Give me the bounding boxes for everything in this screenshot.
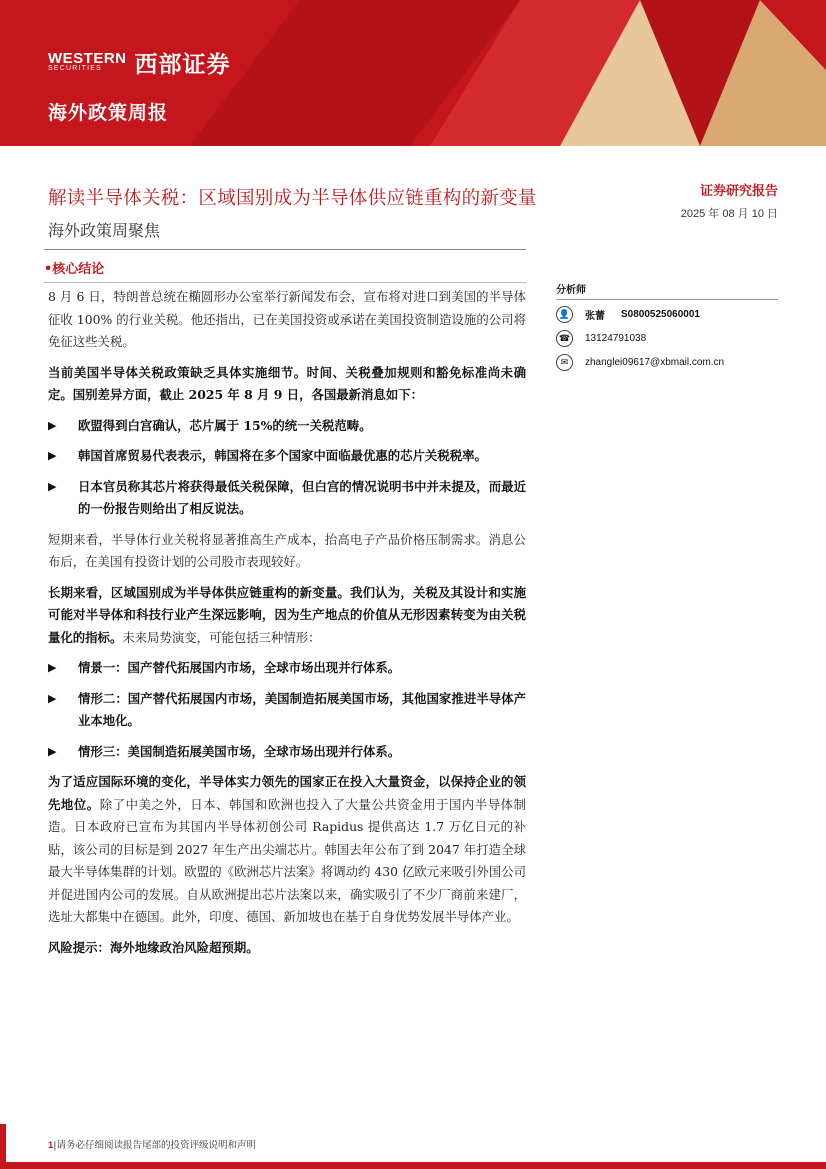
analyst-email[interactable]: zhanglei09617@xbmail.com.cn xyxy=(585,357,725,368)
analyst-email-row xyxy=(556,354,724,371)
main-content xyxy=(48,286,526,967)
bullet-text: 情形三：美国制造拓展美国市场，全球市场出现并行体系。 xyxy=(78,743,401,759)
paragraph-regular-part: 除了中美之外，日本、韩国和欧洲也投入了大量公共资金用于国内半导体制造。日本政府已宣布为其国内半导体初创公司 Rapidus 提供高达 1.7 万亿日元的补贴，该公司的目标是到 2027 年生产出尖端芯片。韩国去年公布了到 2047 年打造全球最大半导体集群的计划。欧盟的《欧洲芯片法案》将调动约 430 亿欧元来吸引外国公司并促进国内公司的发展。自从欧洲提出芯片法案以来，确实吸引了不少厂商前来建厂，选址大都集中在德国。此外，印度、德国、新加坡也在基于自身优势发展半导体产业。 xyxy=(48,796,526,924)
footer-accent-bar xyxy=(0,1162,826,1169)
paragraph-mixed xyxy=(48,582,526,650)
analyst-phone: 13124791038 xyxy=(585,333,647,344)
bullet-item xyxy=(48,476,526,521)
triangle-bullet-icon: ▶ xyxy=(48,691,57,705)
title-divider xyxy=(44,249,526,250)
company-logo xyxy=(48,46,231,79)
paragraph-bold: 当前美国半导体关税政策缺乏具体实施细节。时间、关税叠加规则和豁免标准尚未确定。国别差异方面，截止 2025 年 8 月 9 日，各国最新消息如下： xyxy=(48,364,526,402)
triangle-bullet-icon: ▶ xyxy=(48,449,57,462)
triangle-bullet-icon: ▶ xyxy=(48,479,57,493)
core-conclusion-heading xyxy=(44,258,526,283)
bullet-text: 日本官员称其芯片将获得最低关税保障，但白宫的情况说明书中并未提及，而最近的一份报告则给出了相反说法。 xyxy=(78,478,526,516)
logo-english-sub: SECURITIES xyxy=(48,65,103,72)
page-number: 1 xyxy=(48,1140,54,1151)
bullet-item xyxy=(48,445,526,468)
paragraph: 短期来看，半导体行业关税将显著推高生产成本，抬高电子产品价格压制需求。消息公布后，在美国有投资计划的公司股市表现较好。 xyxy=(48,531,526,569)
paragraph-mixed xyxy=(48,771,526,929)
analyst-heading: 分析师 xyxy=(556,281,778,300)
analyst-name: 张蕾 xyxy=(585,311,605,322)
triangle-bullet-icon: ▶ xyxy=(48,661,57,674)
analyst-certificate: S0800525060001 xyxy=(621,309,700,320)
analyst-name-row xyxy=(556,306,700,323)
risk-warning: 风险提示：海外地缘政治风险超预期。 xyxy=(48,939,259,955)
footer-note: |请务必仔细阅读报告尾部的投资评级说明和声明 xyxy=(53,1140,256,1151)
bullet-item xyxy=(48,657,526,680)
bullet-item xyxy=(48,688,526,733)
logo-english-main: WESTERN xyxy=(48,50,127,67)
paragraph-bold-part: 长期来看，区域国别成为半导体供应链重构的新变量。我们认为，关税及其设计和实施可能对半导体和科技行业产生深远影响，因为生产地点的价值从无形因素转变为由关税量化的指标。 xyxy=(48,584,526,645)
report-date: 2025 年 08 月 10 日 xyxy=(680,208,778,220)
report-series-name: 海外政策周报 xyxy=(48,102,169,124)
email-icon: ✉ xyxy=(556,354,573,371)
triangle-bullet-icon: ▶ xyxy=(48,418,57,432)
bullet-text: 情形二：国产替代拓展国内市场，美国制造拓展美国市场，其他国家推进半导体产业本地化。 xyxy=(78,690,526,728)
report-header xyxy=(0,0,826,146)
phone-icon: ☎ xyxy=(556,330,573,347)
report-title: 解读半导体关税：区域国别成为半导体供应链重构的新变量 xyxy=(48,188,537,209)
paragraph-regular-part: 未来局势演变，可能包括三种情形： xyxy=(122,629,321,645)
bullet-text: 欧盟得到白宫确认，芯片属于 15%的统一关税范畴。 xyxy=(78,417,372,433)
report-type: 证券研究报告 xyxy=(699,184,778,199)
bullet-text: 情景一：国产替代拓展国内市场，全球市场出现并行体系。 xyxy=(78,660,401,675)
triangle-bullet-icon: ▶ xyxy=(48,744,57,758)
bullet-item xyxy=(48,415,526,438)
person-icon: 👤 xyxy=(556,306,573,323)
analyst-phone-row xyxy=(556,330,646,347)
bullet-text: 韩国首席贸易代表表示，韩国将在多个国家中面临最优惠的芯片关税税率。 xyxy=(78,448,487,463)
report-subtitle: 海外政策周聚焦 xyxy=(48,221,161,240)
section-heading-label: •核心结论 xyxy=(44,262,105,277)
bullet-item xyxy=(48,741,526,764)
footer-disclaimer xyxy=(48,1137,256,1151)
logo-chinese: 西部证券 xyxy=(134,52,231,78)
paragraph-bold-part: 为了适应国际环境的变化，半导体实力领先的国家正在投入大量资金，以保持企业的领先地位。 xyxy=(48,774,526,812)
logo-english xyxy=(48,52,127,73)
paragraph: 8 月 6 日，特朗普总统在椭圆形办公室举行新闻发布会，宣布将对进口到美国的半导体征收 100% 的行业关税。他还指出，已在美国投资或承诺在美国投资制造设施的公司将免征这些关税。 xyxy=(48,289,526,349)
